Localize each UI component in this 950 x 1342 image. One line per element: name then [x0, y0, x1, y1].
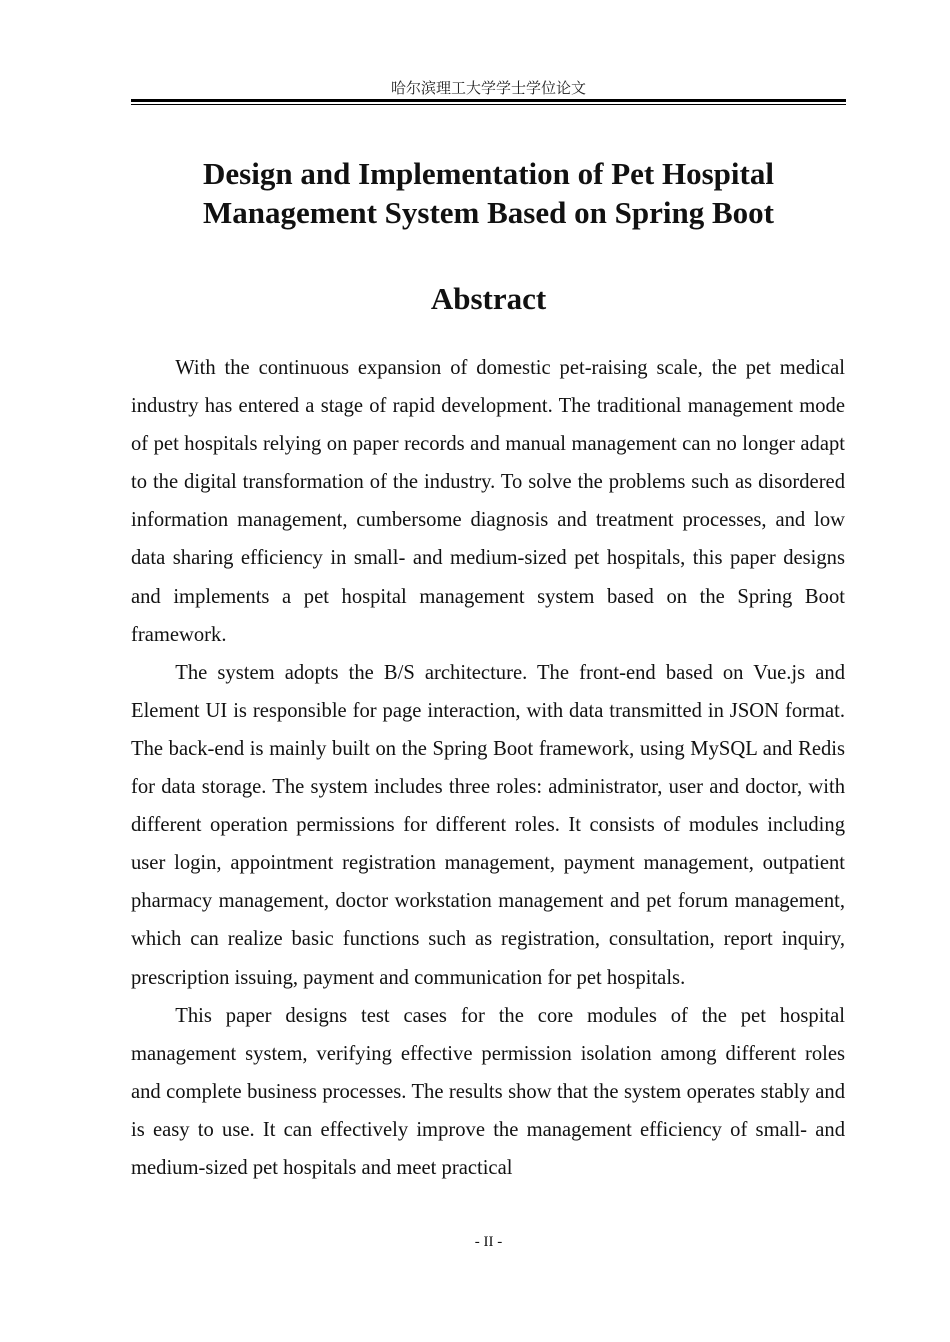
- abstract-paragraph-2: The system adopts the B/S architecture. The front-end based on Vue.js and Element UI is responsible for page interaction, with data transmitted in JSON format. The back-end is mainly built on the Spring Boot framework, using MySQL and Redis for data storage. The system includes three roles: administrator, user and doctor, with different operation permissions for different roles. It consists of modules including user login, appointment registration management, payment management, outpatient pharmacy management, doctor workstation management and pet forum management, which can realize basic functions such as registration, consultation, report inquiry, prescription issuing, payment and communication for pet hospitals.: [131, 661, 845, 989]
- abstract-heading: Abstract: [430, 281, 547, 316]
- paper-title-line-1: Design and Implementation of Pet Hospital: [203, 156, 774, 191]
- header-rule-thick: [131, 99, 846, 102]
- page-number: - II -: [474, 1234, 503, 1250]
- abstract-body: [131, 349, 845, 1187]
- abstract-paragraph-3: This paper designs test cases for the core modules of the pet hospital management system, verifying effective permission isolation among different roles and complete business processes. The results show that the system operates stably and is easy to use. It can effectively improve the management efficiency of small- and medium-sized pet hospitals and meet practical: [131, 1004, 845, 1179]
- header-rule-thin: [131, 104, 846, 105]
- running-header: 哈尔滨理工大学学士学位论文: [390, 79, 586, 97]
- paper-title-line-2: Management System Based on Spring Boot: [203, 195, 774, 230]
- paper-title: [131, 154, 846, 232]
- abstract-paragraph-1: With the continuous expansion of domestic pet-raising scale, the pet medical industry has entered a stage of rapid development. The traditional management mode of pet hospitals relying on paper records and manual management can no longer adapt to the digital transformation of the industry. To solve the problems such as disordered information management, cumbersome diagnosis and treatment processes, and low data sharing efficiency in small- and medium-sized pet hospitals, this paper designs and implements a pet hospital management system based on the Spring Boot framework.: [131, 357, 845, 646]
